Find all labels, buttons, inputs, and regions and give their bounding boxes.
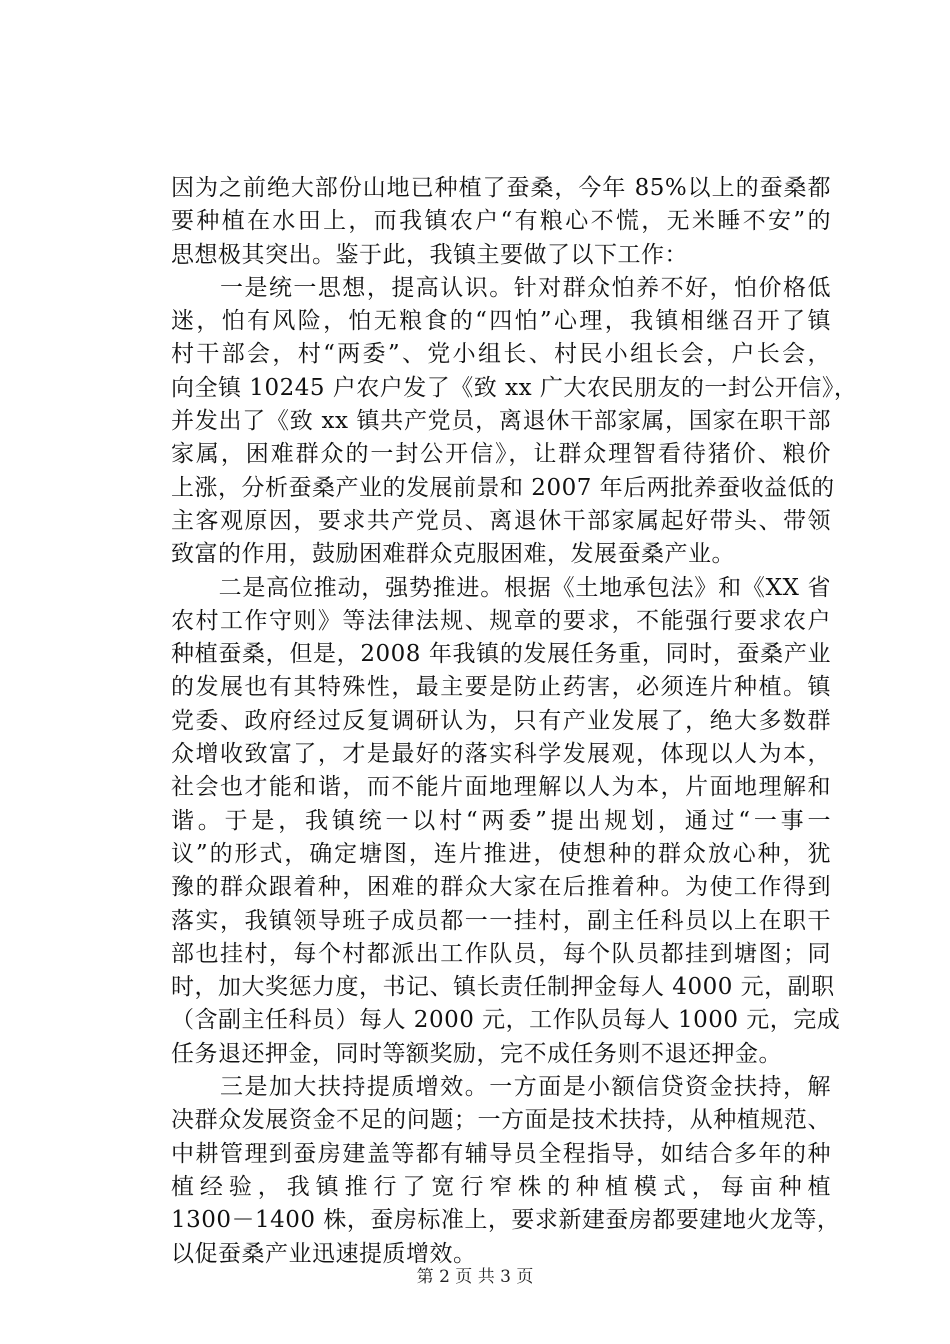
text-line: 任务退还押金，同时等额奖励，完不成任务则不退还押金。 — [171, 1040, 782, 1067]
text-line: 部也挂村，每个村都派出工作队员，每个队员都挂到塘图；同 — [171, 940, 831, 967]
text-line: 迷，怕有风险，怕无粮食的“四怕”心理，我镇相继召开了镇 — [171, 308, 831, 335]
text-line: 并发出了《致 xx 镇共产党员，离退休干部家属，国家在职干部 — [171, 408, 831, 435]
text-line: （含副主任科员）每人 2000 元，工作队员每人 1000 元，完成 — [171, 1007, 841, 1034]
text-line: 谐。于是，我镇统一以村“两委”提出规划，通过“一事一 — [171, 807, 831, 834]
text-line: 社会也才能和谐，而不能片面地理解以人为本，片面地理解和 — [171, 774, 831, 801]
text-line: 时，加大奖惩力度，书记、镇长责任制押金每人 4000 元，副职 — [171, 974, 835, 1001]
text-line: 三是加大扶持提质增效。一方面是小额信贷资金扶持，解 — [171, 1074, 831, 1101]
text-line: 决群众发展资金不足的问题；一方面是技术扶持，从种植规范、 — [171, 1107, 831, 1134]
text-line: 豫的群众跟着种，困难的群众大家在后推着种。为使工作得到 — [171, 874, 831, 901]
document-body — [171, 172, 858, 1271]
text-line: 众增收致富了，才是最好的落实科学发展观，体现以人为本， — [171, 741, 831, 768]
text-line: 种植蚕桑，但是，2008 年我镇的发展任务重，同时，蚕桑产业 — [171, 641, 831, 668]
text-line: 议”的形式，确定塘图，连片推进，使想种的群众放心种，犹 — [171, 840, 831, 867]
text-line: 二是高位推动，强势推进。根据《土地承包法》和《XX 省 — [171, 574, 831, 601]
text-line: 中耕管理到蚕房建盖等都有辅导员全程指导，如结合多年的种 — [171, 1140, 831, 1167]
text-line: 的发展也有其特殊性，最主要是防止药害，必须连片种植。镇 — [171, 674, 831, 701]
text-line: 1300－1400 株，蚕房标准上，要求新建蚕房都要建地火龙等， — [171, 1207, 841, 1234]
page-number-footer: 第 2 页 共 3 页 — [416, 1267, 534, 1287]
text-line: 植经验，我镇推行了宽行窄株的种植模式，每亩种植 — [171, 1173, 831, 1200]
text-line: 党委、政府经过反复调研认为，只有产业发展了，绝大多数群 — [171, 707, 831, 734]
text-line: 致富的作用，鼓励困难群众克服困难，发展蚕桑产业。 — [171, 541, 735, 568]
text-line: 农村工作守则》等法律法规、规章的要求，不能强行要求农户 — [171, 607, 831, 634]
text-line: 向全镇 10245 户农户发了《致 xx 广大农民朋友的一封公开信》， — [171, 374, 858, 401]
text-line: 家属，困难群众的一封公开信》，让群众理智看待猪价、粮价 — [171, 441, 831, 468]
text-line: 落实，我镇领导班子成员都一一挂村，副主任科员以上在职干 — [171, 907, 831, 934]
text-line: 以促蚕桑产业迅速提质增效。 — [171, 1240, 477, 1267]
text-line: 思想极其突出。鉴于此，我镇主要做了以下工作： — [171, 241, 688, 268]
text-line: 主客观原因，要求共产党员、离退休干部家属起好带头、带领 — [171, 507, 831, 534]
text-line: 一是统一思想，提高认识。针对群众怕养不好，怕价格低 — [171, 274, 831, 301]
text-line: 上涨，分析蚕桑产业的发展前景和 2007 年后两批养蚕收益低的 — [171, 474, 835, 501]
text-line: 要种植在水田上，而我镇农户“有粮心不慌，无米睡不安”的 — [171, 208, 831, 235]
text-line: 村干部会，村“两委”、党小组长、村民小组长会，户长会， — [171, 341, 831, 368]
text-line: 因为之前绝大部份山地已种植了蚕桑，今年 85%以上的蚕桑都 — [171, 175, 831, 201]
